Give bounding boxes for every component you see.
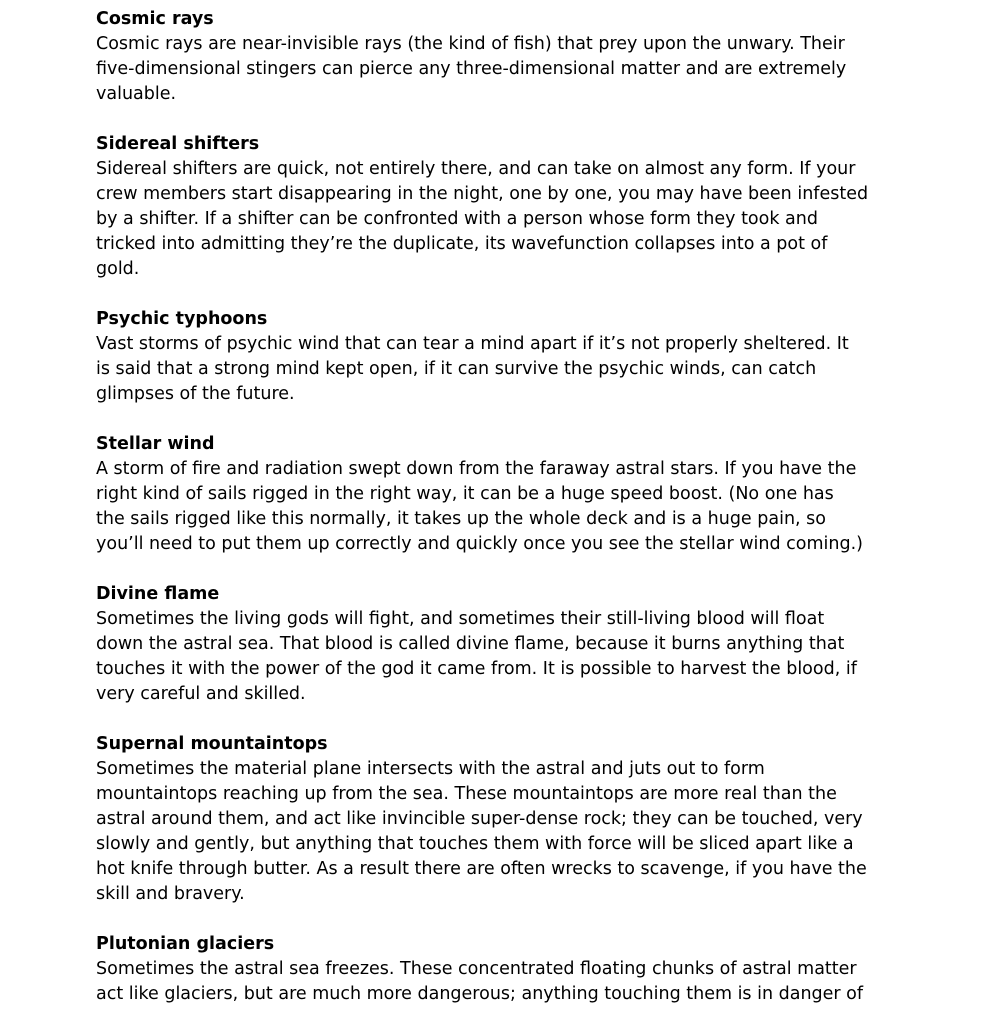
body-line: mountaintops reaching up from the sea. These mountaintops are more real than the: [96, 784, 837, 804]
body-line: right kind of sails rigged in the right way, it can be a huge speed boost. (No one has: [96, 484, 834, 504]
entry-title: Divine flame: [96, 584, 220, 604]
body-line: hot knife through butter. As a result there are often wrecks to scavenge, if you have the: [96, 859, 867, 879]
entry-title: Sidereal shifters: [96, 134, 260, 154]
entry-section: [96, 732, 886, 907]
body-line: the sails rigged like this normally, it takes up the whole deck and is a huge pain, so: [96, 509, 827, 529]
entry-section: [96, 7, 886, 107]
body-line: Sometimes the living gods will fight, and sometimes their still-living blood will float: [96, 609, 825, 629]
body-line: down the astral sea. That blood is called divine flame, because it burns anything that: [96, 634, 845, 654]
body-line: gold.: [96, 259, 140, 279]
entry-title: Plutonian glaciers: [96, 934, 275, 954]
body-line: Cosmic rays are near-invisible rays (the kind of fish) that prey upon the unwary. Their: [96, 34, 845, 54]
body-line: Sometimes the astral sea freezes. These concentrated floating chunks of astral matter: [96, 959, 857, 979]
entry-section: [96, 932, 886, 1007]
entry-body: [96, 457, 886, 557]
body-line: five-dimensional stingers can pierce any three-dimensional matter and are extremely: [96, 59, 847, 79]
body-line: crew members start disappearing in the night, one by one, you may have been infested: [96, 184, 869, 204]
body-line: by a shifter. If a shifter can be confronted with a person whose form they took and: [96, 209, 818, 229]
body-line: touches it with the power of the god it came from. It is possible to harvest the blood, if: [96, 659, 857, 679]
body-line: skill and bravery.: [96, 884, 245, 904]
body-line: Vast storms of psychic wind that can tear a mind apart if it’s not properly sheltered. It: [96, 334, 849, 354]
body-line: act like glaciers, but are much more dangerous; anything touching them is in danger of: [96, 984, 864, 1004]
body-line: A storm of fire and radiation swept down from the faraway astral stars. If you have the: [96, 459, 857, 479]
entry-title: Psychic typhoons: [96, 309, 268, 329]
body-line: Sidereal shifters are quick, not entirely there, and can take on almost any form. If your: [96, 159, 856, 179]
entry-section: [96, 307, 886, 407]
body-line: Sometimes the material plane intersects with the astral and juts out to form: [96, 759, 765, 779]
document-body: [96, 7, 886, 1032]
body-line: slowly and gently, but anything that touches them with force will be sliced apart like a: [96, 834, 854, 854]
body-line: very careful and skilled.: [96, 684, 306, 704]
entry-body: [96, 157, 886, 282]
body-line: you’ll need to put them up correctly and quickly once you see the stellar wind coming.): [96, 534, 863, 554]
body-line: valuable.: [96, 84, 177, 104]
entry-body: [96, 32, 886, 107]
entry-section: [96, 582, 886, 707]
entry-title: Stellar wind: [96, 434, 215, 454]
entry-title: Supernal mountaintops: [96, 734, 328, 754]
entry-body: [96, 607, 886, 707]
entry-section: [96, 132, 886, 282]
body-line: is said that a strong mind kept open, if it can survive the psychic winds, can catch: [96, 359, 817, 379]
body-line: astral around them, and act like invincible super-dense rock; they can be touched, very: [96, 809, 863, 829]
body-line: tricked into admitting they’re the duplicate, its wavefunction collapses into a pot of: [96, 234, 828, 254]
body-line: glimpses of the future.: [96, 384, 295, 404]
entry-section: [96, 432, 886, 557]
entry-body: [96, 957, 886, 1007]
entry-body: [96, 757, 886, 907]
entry-title: Cosmic rays: [96, 9, 214, 29]
entry-body: [96, 332, 886, 407]
